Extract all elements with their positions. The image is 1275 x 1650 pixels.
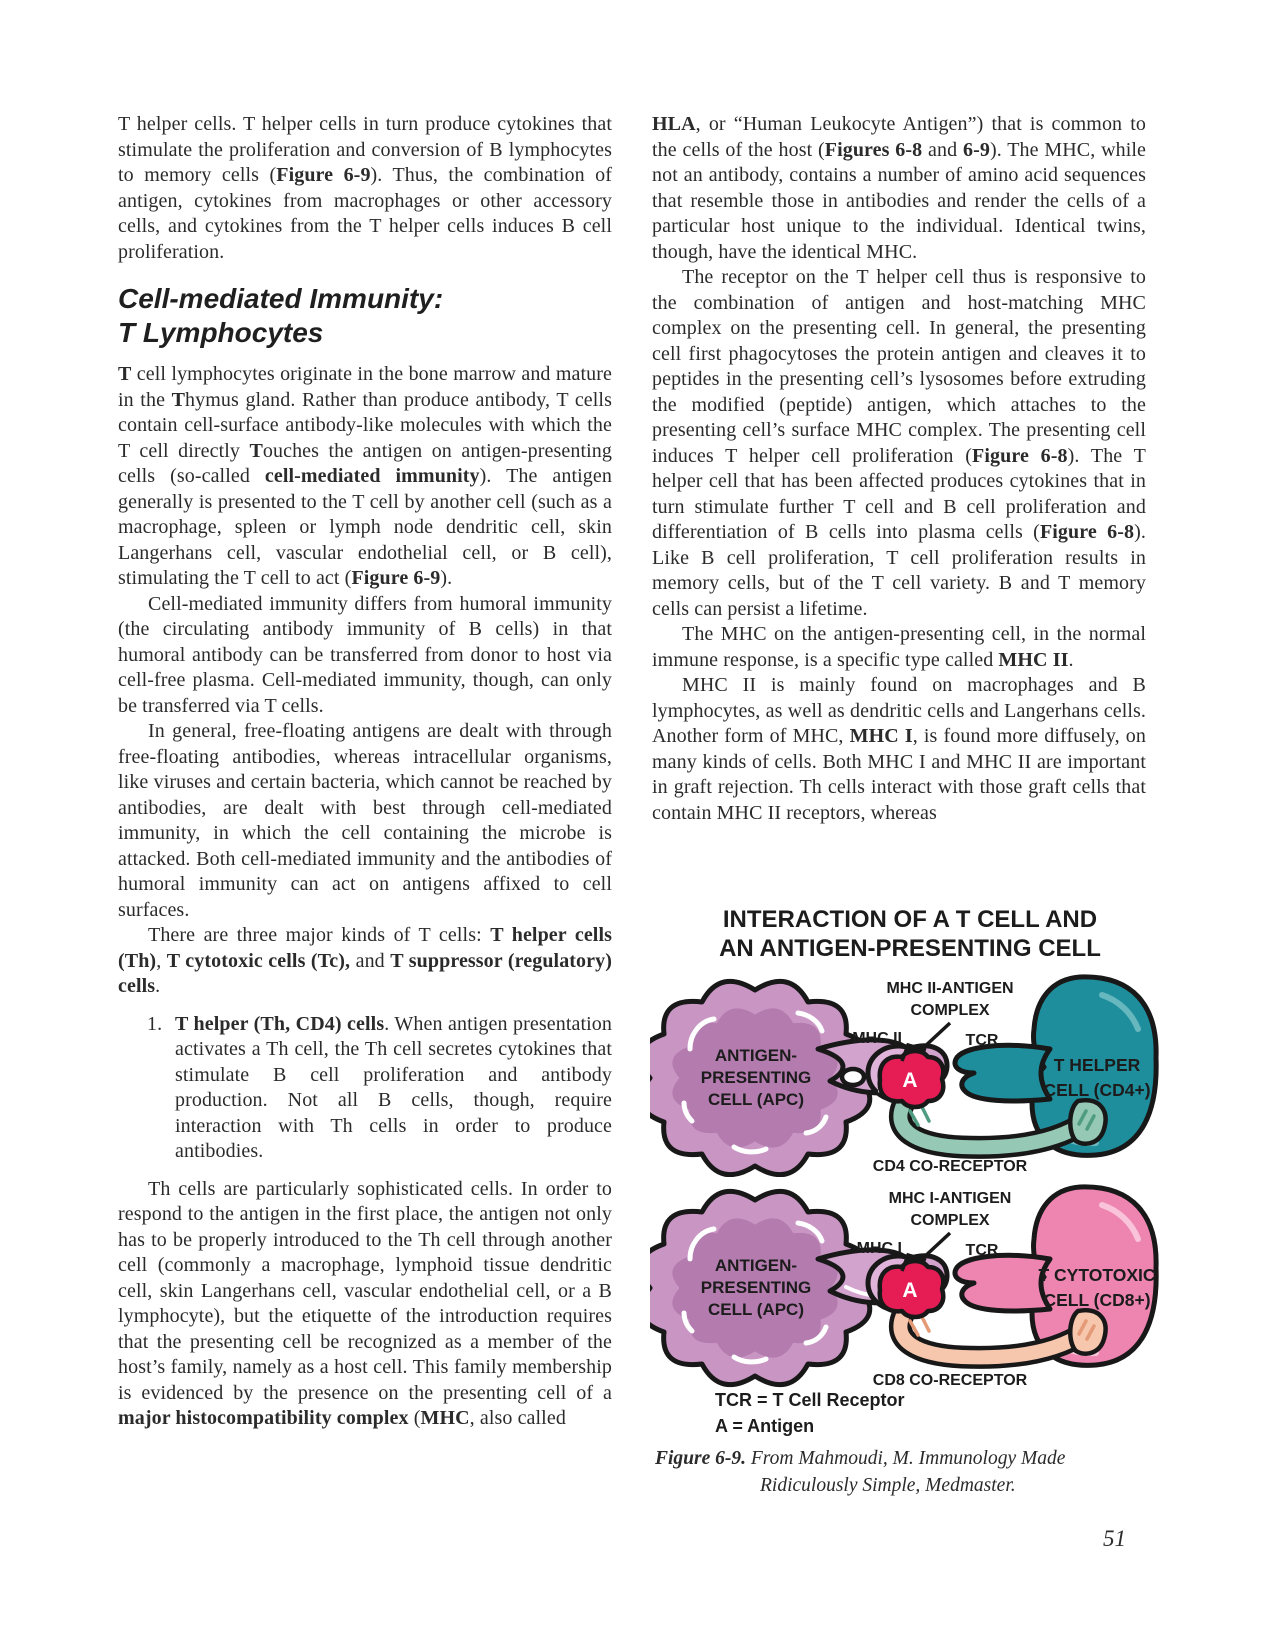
- paragraph-cell-mediated-differs: Cell-mediated immunity differs from humoral immunity (the circulating antibody immunity of B cells) in that humoral antibody can be transferred from donor to host via cell-free plasma. Cell-mediated immunity, though, can only be transferred via T cells.: [118, 592, 612, 717]
- figure-title-line1: INTERACTION OF A T CELL AND: [722, 906, 1098, 933]
- list-item-text: T helper (Th, CD4) cells. When antigen presentation activates a Th cell, the Th cell secretes cytokines that stimulate B cell proliferation and antibody production. Not all B cells, though, require interaction with Th cells in order to produce antibodies.: [175, 1012, 612, 1162]
- label-tcr: TCR: [965, 1242, 999, 1259]
- label-tcell-line1: T CYTOTOXIC: [1038, 1265, 1156, 1285]
- label-tcr: TCR: [965, 1032, 999, 1049]
- complex-pointer-line: [922, 1233, 950, 1259]
- label-complex-line2: COMPLEX: [910, 1212, 990, 1229]
- label-apc-line1: ANTIGEN-: [714, 1046, 798, 1065]
- left-column: [118, 112, 612, 1432]
- label-complex-line1: MHC II-ANTIGEN: [886, 980, 1014, 997]
- co-receptor-base: [1070, 1310, 1105, 1353]
- paragraph-hla: HLA, or “Human Leukocyte Antigen”) that is common to the cells of the host (Figures 6-8 and 6-9). The MHC, while not an antibody, contains a number of amino acid sequences that resemble those in antibodies and render the cells of a particular host unique to the individual. Identical twins, though, have the identical MHC.: [652, 113, 1146, 263]
- tcr-claw: [955, 1255, 1050, 1311]
- paragraph-mhc2-found: MHC II is mainly found on macrophages and B lymphocytes, as well as dendritic cells and Langerhans cells. Another form of MHC, MHC I, is found more diffusely, on many kinds of cells. Both MHC I and MHC II are important in graft rejection. Th cells interact with those graft cells that contain MHC II receptors, whereas: [652, 674, 1146, 824]
- legend-antigen: A = Antigen: [715, 1416, 815, 1436]
- list-item-number: 1.: [147, 1012, 163, 1035]
- paragraph-mhc-type: The MHC on the antigen-presenting cell, in the normal immune response, is a specific type called MHC II.: [652, 623, 1146, 671]
- panel-mhc2-t-helper: [650, 953, 1168, 1177]
- paragraph-intro: T helper cells. T helper cells in turn produce cytokines that stimulate the proliferation and conversion of B lymphocytes to memory cells (Figure 6-9). Thus, the combination of antigen, cytokines from macrophages or other accessory cells, and cytokines from the T helper cells induces B cell proliferation.: [118, 113, 612, 263]
- paragraph-th-sophisticated: Th cells are particularly sophisticated cells. In order to respond to the antigen in the first place, the antigen not only has to be properly introduced to the Th cell through another cell (commonly a macrophage, lymphoid tissue dendritic cell, skin Langerhans cell, vascular endothelial cell, or a B lymphocyte), but the etiquette of the introduction requires that the presenting cell be recognized as a member of the host’s family, namely as a host cell. This family membership is evidenced by the presence on the presenting cell of a major histocompatibility complex (MHC, also called: [118, 1177, 612, 1429]
- label-co-receptor: CD8 CO-RECEPTOR: [872, 1372, 1028, 1389]
- label-apc-line3: CELL (APC): [707, 1300, 805, 1319]
- label-complex-line2: COMPLEX: [910, 1002, 990, 1019]
- antigen-letter: A: [902, 1279, 918, 1302]
- legend-tcr: TCR = T Cell Receptor: [715, 1390, 905, 1410]
- paragraph-receptor: The receptor on the T helper cell thus is responsive to the combination of antigen and host-matching MHC complex on the presenting cell. In general, the presenting cell first phagocytoses the protein antigen and cleaves it to peptides in the presenting cell’s lysosomes before extruding the modified (peptide) antigen, which attaches to the presenting cell’s surface MHC complex. The presenting cell induces T helper cell proliferation (Figure 6-8). The T helper cell that has been affected produces cytokines that in turn stimulate further T cell and B cell proliferation and differentiation of B cells into plasma cells (Figure 6-8). Like B cell proliferation, T cell proliferation results in memory cells, but of the T cell variety. B and T memory cells can persist a lifetime.: [652, 266, 1147, 620]
- label-apc-line2: PRESENTING: [700, 1068, 812, 1087]
- section-heading-line1: Cell-mediated Immunity:: [118, 283, 444, 314]
- page-number: 51: [1103, 1526, 1126, 1551]
- figure-caption-line1: [655, 1445, 1065, 1472]
- label-complex-line1: MHC I-ANTIGEN: [888, 1190, 1012, 1207]
- complex-pointer-line: [922, 1023, 950, 1049]
- figure-caption-label: Figure 6-9.: [655, 1448, 747, 1469]
- apc-arm-hole: [842, 1069, 864, 1085]
- figure-caption: [655, 1445, 1065, 1499]
- paragraph-three-kinds: There are three major kinds of T cells: T helper cells (Th), T cytotoxic cells (Tc), and T suppressor (regulatory) cells.: [118, 924, 612, 997]
- figure-legend: [715, 1387, 905, 1439]
- label-tcell-line2: CELL (CD4+): [1043, 1080, 1151, 1100]
- figure-title-line2: AN ANTIGEN-PRESENTING CELL: [719, 935, 1101, 962]
- label-tcell-line1: T HELPER: [1053, 1055, 1141, 1075]
- tcr-claw: [955, 1045, 1050, 1101]
- right-column: [652, 112, 1146, 826]
- label-mhc: MHC II: [852, 1030, 902, 1047]
- figure-caption-line2: Ridiculously Simple, Medmaster.: [760, 1475, 1016, 1496]
- label-apc-line2: PRESENTING: [700, 1278, 812, 1297]
- panel-mhc1-t-cytotoxic: [650, 1163, 1168, 1391]
- figure-caption-source: From Mahmoudi, M. Immunology Made: [750, 1448, 1066, 1469]
- section-heading-line2: T Lymphocytes: [118, 317, 324, 348]
- antigen-letter: A: [902, 1069, 918, 1092]
- figure-6-9: [640, 905, 1180, 1555]
- section-heading: [118, 282, 612, 350]
- label-co-receptor: CD4 CO-RECEPTOR: [872, 1158, 1028, 1175]
- label-apc-line3: CELL (APC): [707, 1090, 805, 1109]
- co-receptor-base: [1070, 1100, 1105, 1143]
- label-apc-line1: ANTIGEN-: [714, 1256, 798, 1275]
- list-item-t-helper: [118, 1012, 612, 1165]
- paragraph-in-general: In general, free-floating antigens are dealt with through free-floating antibodies, whereas intracellular organisms, like viruses and certain bacteria, which cannot be reached by antibodies, are dealt with best through cell-mediated immunity, in which the cell containing the microbe is attacked. Both cell-mediated immunity and the antibodies of humoral immunity can act on antigens affixed to cell surfaces.: [118, 720, 612, 921]
- label-mhc: MHC I: [856, 1240, 902, 1257]
- paragraph-tcell-origin: T cell lymphocytes originate in the bone marrow and mature in the Thymus gland. Rather than produce antibody, T cells contain cell-surface antibody-like molecules with which the T cell directly Touches the antigen on antigen-presenting cells (so-called cell-mediated immunity). The antigen generally is presented to the T cell by another cell (such as a macrophage, spleen or lymph node dendritic cell, skin Langerhans cell, vascular endothelial cell, or B cell), stimulating the T cell to act (Figure 6-9).: [118, 363, 612, 589]
- label-tcell-line2: CELL (CD8+): [1043, 1290, 1151, 1310]
